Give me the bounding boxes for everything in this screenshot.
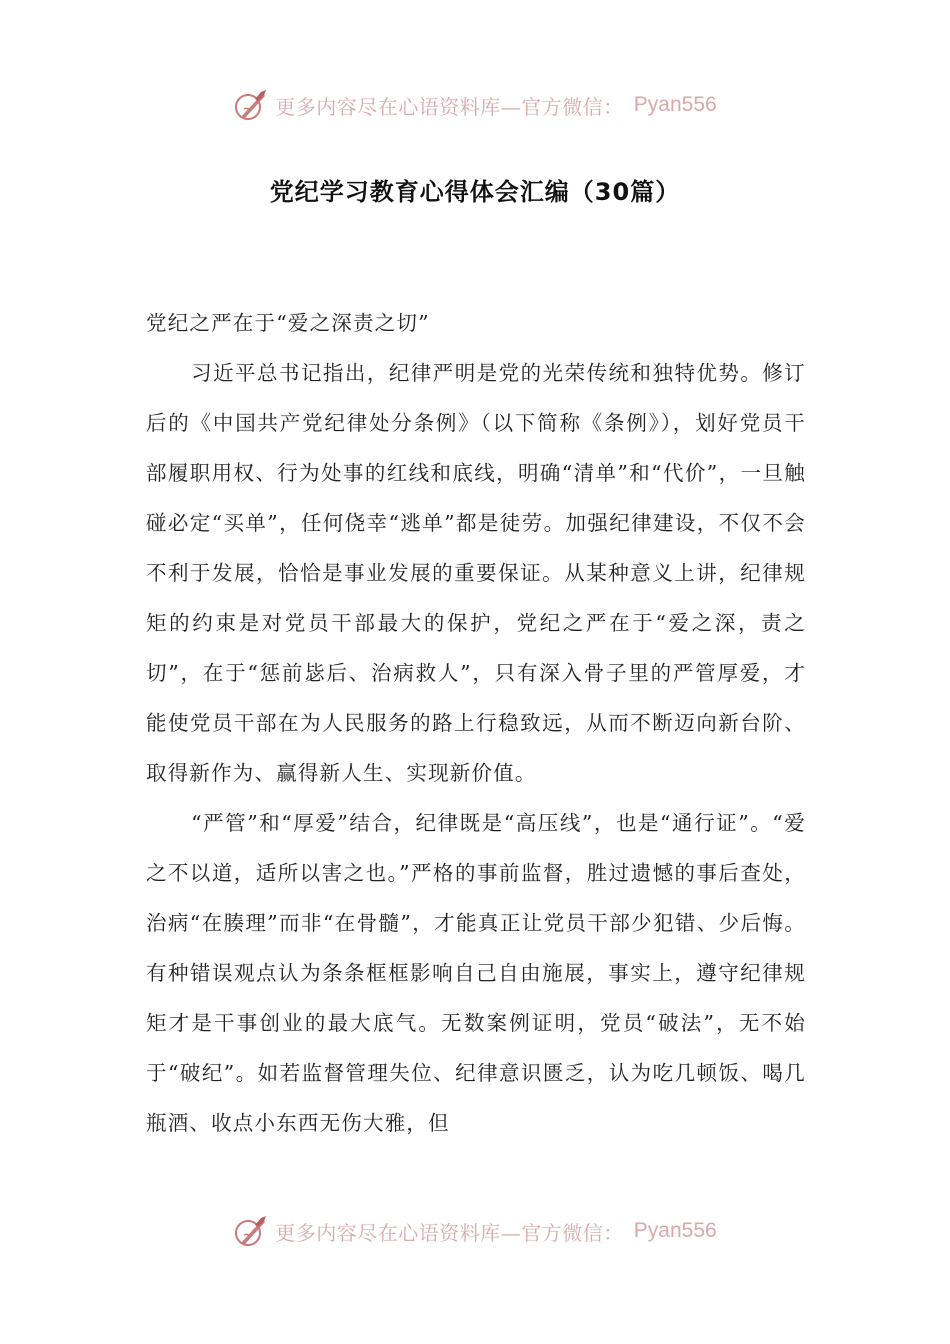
paragraph: 习近平总书记指出，纪律严明是党的光荣传统和独特优势。修订后的《中国共产党纪律处分条例》（以下简称《条例》），划好党员干部履职用权、行为处事的红线和底线，明确“清单”和“代价”，一旦触碰必定“买单”，任何侥幸“逃单”都是徒劳。加强纪律建设，不仅不会不利于发展，恰恰是事业发展的重要保证。从某种意义上讲，纪律规矩的约束是对党员干部最大的保护，党纪之严在于“爱之深，责之切”，在于“惩前毖后、治病救人”，只有深入骨子里的严管厚爱，才能使党员干部在为人民服务的路上行稳致远，从而不断迈向新台阶、取得新作为、赢得新人生、实现新价值。 [146, 361, 806, 785]
document-title: 党纪学习教育心得体会汇编（30篇） [269, 178, 681, 206]
quill-logo-icon [233, 87, 269, 123]
quill-logo-icon [233, 1213, 269, 1249]
header-watermark [0, 80, 950, 130]
section-heading: 党纪之严在于“爱之深责之切” [146, 311, 430, 335]
paragraph: “严管”和“厚爱”结合，纪律既是“高压线”，也是“通行证”。“爱之不以道，适所以害之也。”严格的事前监督，胜过遗憾的事后查处，治病“在腠理”而非“在骨髓”，才能真正让党员干部少犯错、少后悔。有种错误观点认为条条框框影响自己自由施展，事实上，遵守纪律规矩才是干事创业的最大底气。无数案例证明，党员“破法”，无不始于“破纪”。如若监督管理失位、纪律意识匮乏，认为吃几顿饭、喝几瓶酒、收点小东西无伤大雅，但 [146, 811, 806, 1135]
watermark-text: 更多内容尽在心语资料库—官方微信： [275, 1220, 624, 1245]
watermark-wechat-id: Pyan556 [633, 93, 717, 116]
document-body [146, 298, 806, 1148]
watermark-text: 更多内容尽在心语资料库—官方微信： [275, 94, 624, 119]
watermark-wechat-id: Pyan556 [633, 1219, 717, 1242]
footer-watermark [0, 1206, 950, 1256]
